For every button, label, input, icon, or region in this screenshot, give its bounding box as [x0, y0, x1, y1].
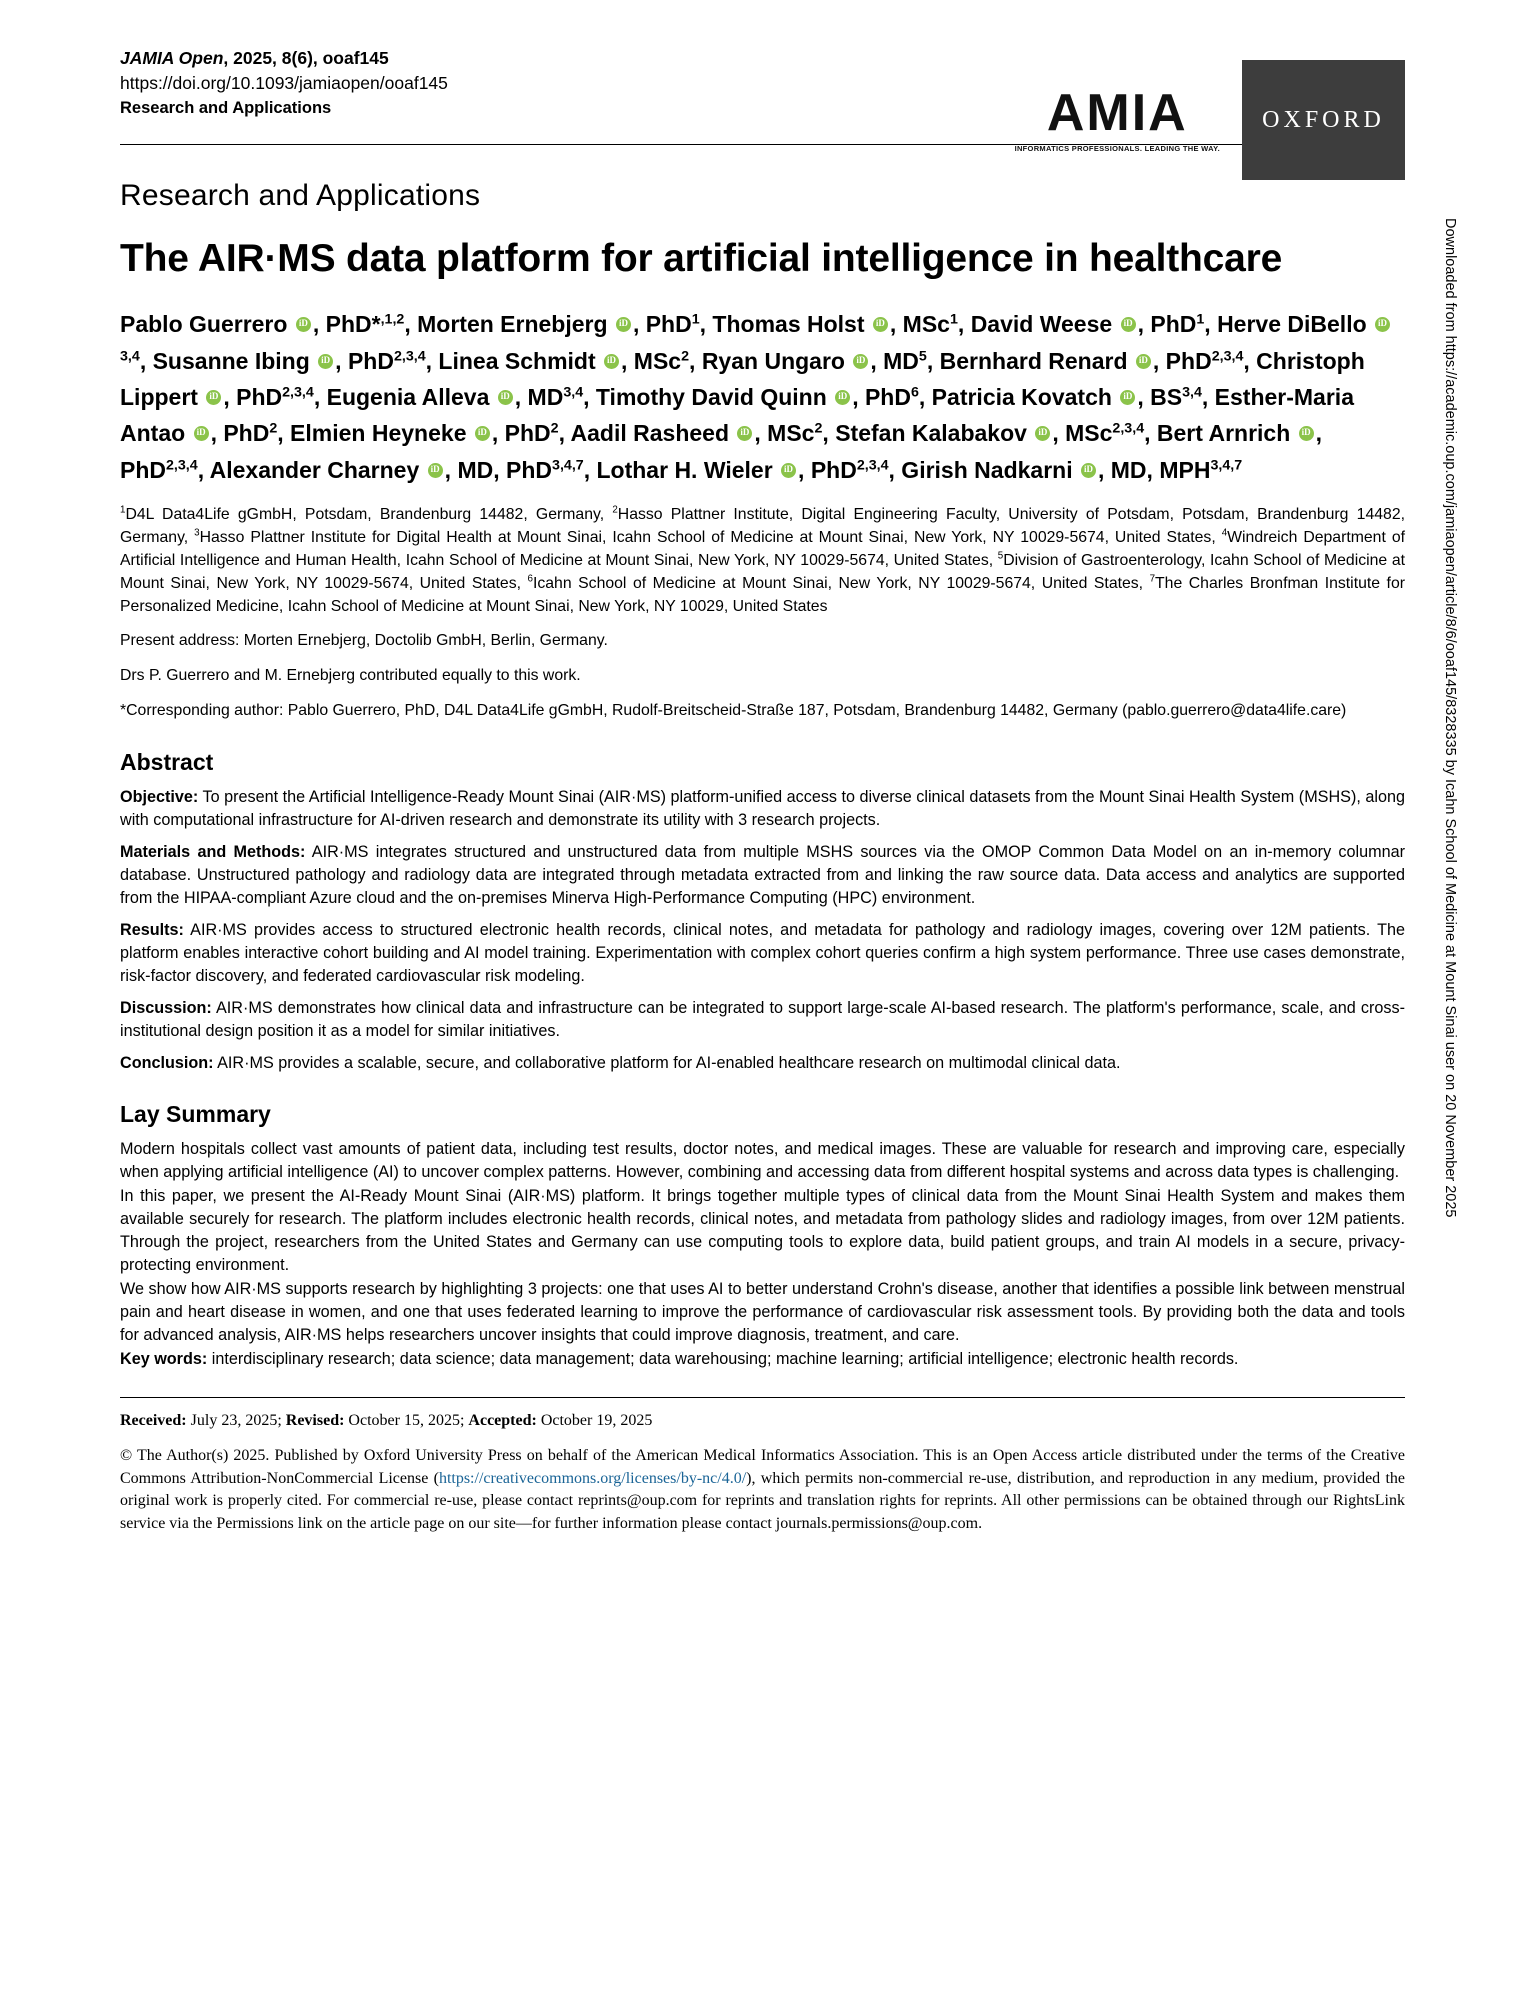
equal-contribution-note: Drs P. Guerrero and M. Ernebjerg contributed equally to this work. [120, 667, 581, 685]
publisher-logos [1015, 60, 1405, 180]
abstract-item-label: Results: [120, 921, 184, 940]
orcid-icon[interactable] [604, 354, 619, 369]
lay-summary-heading: Lay Summary [120, 1101, 271, 1128]
article-content [120, 46, 1405, 1536]
corresponding-author-note: *Corresponding author: Pablo Guerrero, PhD, D4L Data4Life gGmbH, Rudolf-Breitscheid-Straße 187, Potsdam, Brandenburg 14482, Germany (pablo.guerrero@data4life.care) [120, 702, 1347, 720]
author-list: Pablo Guerrero iD, PhD*$^{,1,2}$, Morten Ernebjerg iD, PhD$^1$, Thomas Holst iD, MSc$^1$, David Weese iD, PhD$^1$, Herve DiBello iD$^{3,4}$, Susanne Ibing iD, PhD$^{2,3,4}$, Linea Schmidt iD, MSc$^2$, Ryan Ungaro iD, $MD^5$, Bernhard Renard iD, PhD$^{2,3,4}$, Christoph Lippert iD, PhD$^{2,3,4}$, Eugenia Alleva iD, MD$^{3,4}$, Timothy David Quinn iD, PhD$^6$, Patricia Kovatch iD, BS$^{3,4}$, Esther-Maria Antao iD, PhD$^2$, Elmien Heyneke iD, PhD$^2$, Aadil Rasheed iD, MSc$^2$, Stefan Kalabakov iD, MSc$^{2,3,4}$, Bert Arnrich iD, PhD$^{2,3,4}$, Alexander Charney iD, MD, PhD$^{3,4,7}$, Lothar H. Wieler iD, PhD$^{2,3,4}$, Girish Nadkarni iD, MD, MPH$^{3,4,7}$ [120, 306, 1405, 488]
journal-doi[interactable]: https://doi.org/10.1093/jamiaopen/ooaf145 [120, 73, 448, 94]
oxford-wordmark: OXFORD [1262, 106, 1385, 133]
lay-summary-body [120, 1138, 1405, 1371]
orcid-icon[interactable] [498, 390, 513, 405]
orcid-icon[interactable] [873, 317, 888, 332]
abstract-item-label: Discussion: [120, 999, 212, 1018]
amia-logo [1014, 84, 1242, 153]
lay-summary-paragraph: We show how AIR·MS supports research by highlighting 3 projects: one that uses AI to better understand Crohn's disease, another that identifies a possible link between menstrual pain and heart disease in women, and one that uses federated learning to improve the performance of cardiovascular risk assessment tools. By providing both the data and tools for advanced analysis, AIR·MS helps researchers uncover insights that could improve diagnosis, treatment, and care. [120, 1280, 1405, 1345]
abstract-item [120, 1052, 1405, 1075]
journal-section-label: Research and Applications [120, 98, 332, 117]
lay-summary-paragraph: Modern hospitals collect vast amounts of patient data, including test results, doctor notes, and medical images. These are valuable for research and improving care, especially when applying artificial intelligence (AI) to uncover complex patterns. However, combining and accessing data from different hospital systems and across data types is challenging. [120, 1140, 1405, 1182]
journal-issue: , 2025, 8(6), ooaf145 [223, 48, 389, 68]
masthead [120, 46, 1405, 153]
abstract-item [120, 841, 1405, 910]
oxford-logo [1242, 60, 1405, 180]
orcid-icon[interactable] [428, 463, 443, 478]
abstract-item-text: AIR·MS provides a scalable, secure, and collaborative platform for AI-enabled healthcare research on multimodal clinical data. [213, 1054, 1121, 1073]
orcid-icon[interactable] [616, 317, 631, 332]
download-watermark [1438, 218, 1462, 1418]
abstract-item-text: AIR·MS demonstrates how clinical data and infrastructure can be integrated to support large-scale AI-based research. The platform's performance, scale, and cross-institutional design position it as a model for similar initiatives. [120, 999, 1405, 1041]
abstract-body [120, 786, 1405, 1075]
orcid-icon[interactable] [318, 354, 333, 369]
orcid-icon[interactable] [1035, 426, 1050, 441]
present-address-note: Present address: Morten Ernebjerg, Doctolib GmbH, Berlin, Germany. [120, 632, 608, 650]
orcid-icon[interactable] [781, 463, 796, 478]
abstract-item-text: To present the Artificial Intelligence-Ready Mount Sinai (AIR·MS) platform-unified access to diverse clinical datasets from the Mount Sinai Health System (MSHS), along with computational infrastructure for AI-driven research and demonstrate its utility with 3 research projects. [120, 788, 1405, 830]
keywords-list: interdisciplinary research; data science; data management; data warehousing; machine learning; artificial intelligence; electronic health records. [207, 1350, 1239, 1369]
keywords [120, 1348, 1405, 1371]
abstract-item [120, 786, 1405, 832]
orcid-icon[interactable] [475, 426, 490, 441]
download-watermark-text: Downloaded from https://academic.oup.com/jamiaopen/article/8/6/ooaf145/8328335 by Icahn School of Medicine at Mount Sinai user on 20 November 2025 [1442, 218, 1458, 1218]
orcid-icon[interactable] [1375, 317, 1390, 332]
amia-tagline: INFORMATICS PROFESSIONALS. LEADING THE WAY. [1014, 144, 1220, 153]
received-dates: Received: July 23, 2025; Revised: October 15, 2025; Accepted: October 19, 2025 [120, 1412, 653, 1430]
article-type-kicker: Research and Applications [120, 178, 481, 212]
abstract-item [120, 997, 1405, 1043]
journal-title: JAMIA Open [120, 48, 224, 68]
abstract-heading: Abstract [120, 749, 214, 776]
orcid-icon[interactable] [1120, 390, 1135, 405]
orcid-icon[interactable] [737, 426, 752, 441]
orcid-icon[interactable] [1299, 426, 1314, 441]
orcid-icon[interactable] [296, 317, 311, 332]
lay-summary-paragraph: In this paper, we present the AI-Ready Mount Sinai (AIR·MS) platform. It brings together multiple types of clinical data from the Mount Sinai Health System and makes them available securely for research. The platform includes electronic health records, clinical notes, and metadata from pathology slides and radiology images, from over 12M patients. Through the project, researchers from the United States and Germany can use computing tools to explore data, build patient groups, and train AI models in a secure, privacy-protecting environment. [120, 1187, 1405, 1275]
orcid-icon[interactable] [835, 390, 850, 405]
orcid-icon[interactable] [1121, 317, 1136, 332]
abstract-item-label: Objective: [120, 788, 199, 807]
abstract-item-text: AIR·MS integrates structured and unstructured data from multiple MSHS sources via the OMOP Common Data Model on an in-memory columnar database. Unstructured pathology and radiology data are integrated through metadata extracted from and linking the raw source data. Data access and analytics are supported from the HIPAA-compliant Azure cloud and the on-premises Minerva High-Performance Computing (HPC) environment. [120, 843, 1405, 908]
orcid-icon[interactable] [1081, 463, 1096, 478]
abstract-item-text: AIR·MS provides access to structured electronic health records, clinical notes, and metadata for pathology and radiology images, covering over 12M patients. The platform enables interactive cohort building and AI model training. Experimentation with complex cohort queries confirm a high system performance. Three use cases demonstrate, risk-factor discovery, and federated cardiovascular risk modeling. [120, 921, 1405, 986]
affiliations: $^1$D4L Data4Life gGmbH, Potsdam, Brandenburg 14482, Germany, $^2$Hasso Plattner Institute, Digital Engineering Faculty, University of Potsdam, Potsdam, Brandenburg 14482, Germany, $^3$Hasso Plattner Institute for Digital Health at Mount Sinai, Icahn School of Medicine at Mount Sinai, New York, NY 10029-5674, United States, $^4$Windreich Department of Artificial Intelligence and Human Health, Icahn School of Medicine at Mount Sinai, New York, NY 10029-5674, United States, $^5$Division of Gastroenterology, Icahn School of Medicine at Mount Sinai, New York, NY 10029-5674, United States, $^6$Icahn School of Medicine at Mount Sinai, New York, NY 10029-5674, United States, $^7$The Charles Bronfman Institute for Personalized Medicine, Icahn School of Medicine at Mount Sinai, New York, NY 10029, United States [120, 504, 1405, 615]
orcid-icon[interactable] [206, 390, 221, 405]
keywords-label: Key words: [120, 1350, 208, 1369]
page-title: The AIR·MS data platform for artificial intelligence in healthcare [120, 236, 1283, 280]
abstract-item-label: Materials and Methods: [120, 843, 306, 862]
copyright-notice: © The Author(s) 2025. Published by Oxford University Press on behalf of the American Medical Informatics Association. This is an Open Access article distributed under the terms of the Creative Commons Attribution-NonCommercial License (https://creativecommons.org/licenses/by-nc/4.0/), which permits non-commercial re-use, distribution, and reproduction in any medium, provided the original work is properly cited. For commercial re-use, please contact reprints@oup.com for reprints and translation rights for reprints. All other permissions can be obtained through our RightsLink service via the Permissions link on the article page on our site—for further information please contact journals.permissions@oup.com. [120, 1446, 1406, 1532]
orcid-icon[interactable] [853, 354, 868, 369]
footer-divider [120, 1397, 1405, 1398]
abstract-item [120, 919, 1405, 988]
abstract-item-label: Conclusion: [120, 1054, 214, 1073]
orcid-icon[interactable] [1136, 354, 1151, 369]
amia-wordmark: AMIA [1046, 84, 1188, 142]
orcid-icon[interactable] [194, 426, 209, 441]
